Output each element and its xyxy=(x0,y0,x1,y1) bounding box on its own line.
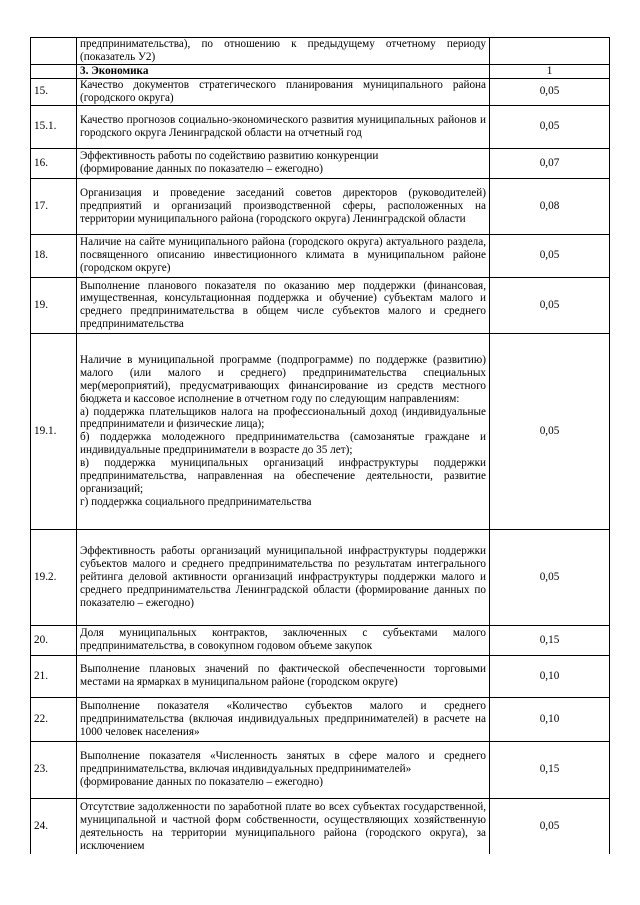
row-weight: 0,15 xyxy=(490,741,610,798)
row-description: Качество документов стратегического планирования муниципального района (городского округа) xyxy=(77,78,490,105)
indicators-table-body xyxy=(31,38,610,855)
table-row xyxy=(31,105,610,148)
row-description: Выполнение показателя «Численность занятых в сфере малого и среднего предпринимательства, включая индивидуальных предпринимателей» (формирование данных по показателю – ежегодно) xyxy=(77,741,490,798)
row-number xyxy=(31,64,77,78)
row-weight: 0,05 xyxy=(490,529,610,625)
row-weight: 0,10 xyxy=(490,655,610,697)
row-number xyxy=(31,38,77,65)
row-number: 15. xyxy=(31,78,77,105)
row-weight: 0,05 xyxy=(490,234,610,277)
table-row xyxy=(31,178,610,234)
row-description: Отсутствие задолженности по заработной плате во всех субъектах государственной, муниципальной и частной форм собственности, осуществляющих хозяйственную деятельность на территории муниципального района (городского округа), за исключением xyxy=(77,798,490,854)
row-number: 22. xyxy=(31,697,77,741)
table-row xyxy=(31,529,610,625)
row-number: 23. xyxy=(31,741,77,798)
row-weight: 0,10 xyxy=(490,697,610,741)
row-weight: 0,05 xyxy=(490,333,610,529)
row-number: 16. xyxy=(31,148,77,178)
row-description: Доля муниципальных контрактов, заключенных с субъектами малого предпринимательства, в совокупном годовом объеме закупок xyxy=(77,625,490,655)
row-description: Организация и проведение заседаний советов директоров (руководителей) предприятий и организаций производственной сферы, расположенных на территории муниципального района (городского округа) Ленинградской области xyxy=(77,178,490,234)
section-header-row xyxy=(31,64,610,78)
row-weight: 0,07 xyxy=(490,148,610,178)
row-weight: 0,15 xyxy=(490,625,610,655)
row-weight: 0,08 xyxy=(490,178,610,234)
row-number: 17. xyxy=(31,178,77,234)
row-weight: 0,05 xyxy=(490,105,610,148)
row-weight: 0,05 xyxy=(490,78,610,105)
row-description: предпринимательства), по отношению к предыдущему отчетному периоду (показатель У2) xyxy=(77,38,490,65)
row-number: 20. xyxy=(31,625,77,655)
table-row xyxy=(31,234,610,277)
table-row xyxy=(31,741,610,798)
row-number: 18. xyxy=(31,234,77,277)
row-description: Выполнение плановых значений по фактической обеспеченности торговыми местами на ярмарках в муниципальном районе (городском округе) xyxy=(77,655,490,697)
table-row xyxy=(31,38,610,65)
row-weight: 0,05 xyxy=(490,798,610,854)
table-row xyxy=(31,277,610,333)
indicators-table xyxy=(30,37,610,854)
table-row xyxy=(31,655,610,697)
table-row xyxy=(31,798,610,854)
table-row xyxy=(31,148,610,178)
row-description: Наличие на сайте муниципального района (городского округа) актуального раздела, посвященного описанию инвестиционного климата в муниципальном районе (городском округе) xyxy=(77,234,490,277)
row-weight xyxy=(490,38,610,65)
table-row xyxy=(31,697,610,741)
row-description: Выполнение планового показателя по оказанию мер поддержки (финансовая, имущественная, консультационная поддержка и обучение) субъектам малого и среднего предпринимательства в общем числе субъектов малого и среднего предпринимательства xyxy=(77,277,490,333)
section-title: 3. Экономика xyxy=(77,64,490,78)
row-description: Выполнение показателя «Количество субъектов малого и среднего предпринимательства (включая индивидуальных предпринимателей) в расчете на 1000 человек населения» xyxy=(77,697,490,741)
row-number: 19. xyxy=(31,277,77,333)
table-row xyxy=(31,625,610,655)
row-number: 21. xyxy=(31,655,77,697)
row-number: 24. xyxy=(31,798,77,854)
table-row xyxy=(31,78,610,105)
row-description: Эффективность работы по содействию развитию конкуренции (формирование данных по показателю – ежегодно) xyxy=(77,148,490,178)
row-number: 19.1. xyxy=(31,333,77,529)
row-description: Эффективность работы организаций муниципальной инфраструктуры поддержки субъектов малого и среднего предпринимательства по результатам интегрального рейтинга деловой активности организаций инфраструктуры поддержки малого и среднего предпринимательства Ленинградской области (формирование данных по показателю – ежегодно) xyxy=(77,529,490,625)
row-number: 15.1. xyxy=(31,105,77,148)
row-weight: 0,05 xyxy=(490,277,610,333)
row-number: 19.2. xyxy=(31,529,77,625)
row-description: Наличие в муниципальной программе (подпрограмме) по поддержке (развитию) малого (или малого и среднего) предпринимательства специальных мер(мероприятий), предусматривающих финансирование из средств местного бюджета и кассовое исполнение в отчетном году по следующим направлениям: а) поддержка плательщиков налога на профессиональный доход (индивидуальные предприниматели и физические лица); б) поддержка молодежного предпринимательства (самозанятые граждане и индивидуальные предприниматели в возрасте до 35 лет); в) поддержка муниципальных организаций инфраструктуры поддержки предпринимательства, направленная на обеспечение деятельности, развитие организаций; г) поддержка социального предпринимательства xyxy=(77,333,490,529)
row-description: Качество прогнозов социально-экономического развития муниципальных районов и городского округа Ленинградской области на отчетный год xyxy=(77,105,490,148)
section-weight: 1 xyxy=(490,64,610,78)
table-row xyxy=(31,333,610,529)
